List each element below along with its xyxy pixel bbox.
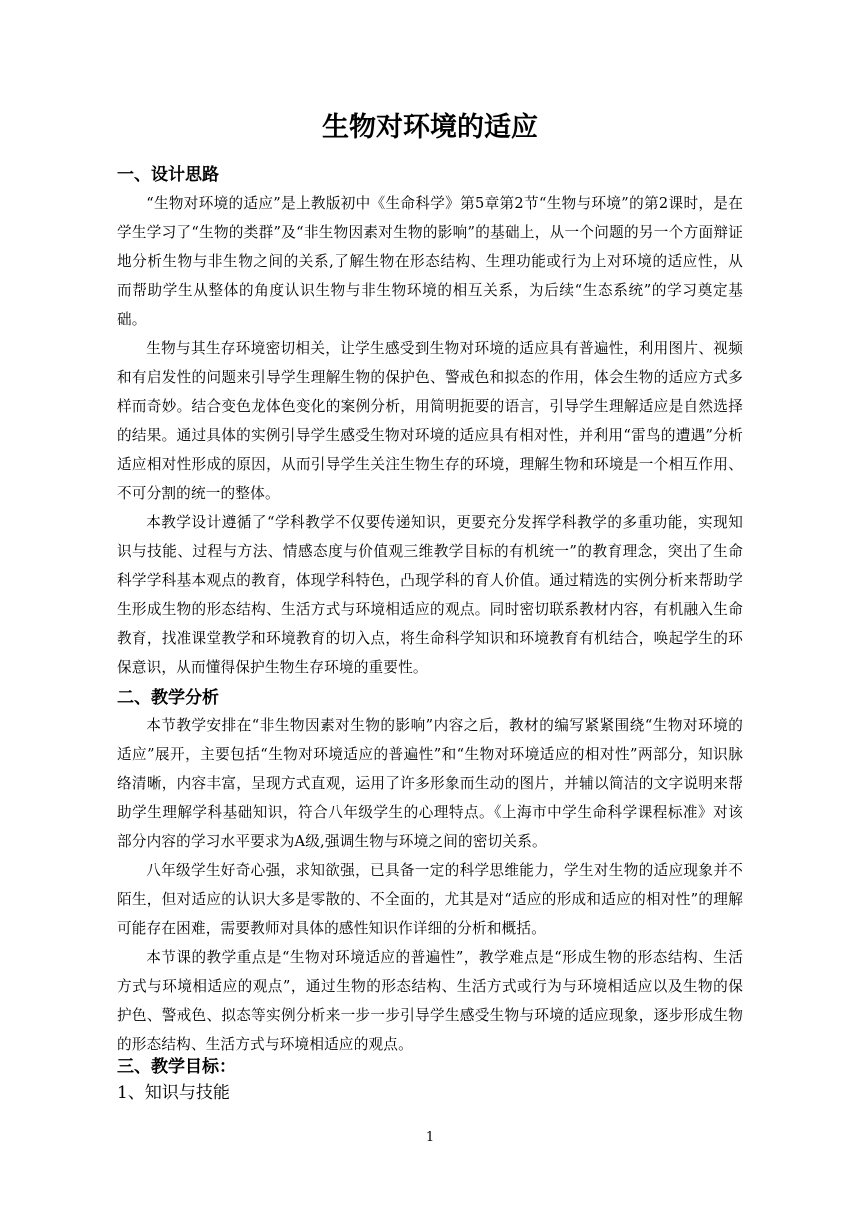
paragraph: 八年级学生好奇心强，求知欲强，已具备一定的科学思维能力，学生对生物的适应现象并不陌生，但对适应的认识大多是零散的、不全面的，尤其是对“适应的形成和适应的相对性”的理解可能存在困难，需要教师对具体的感性知识作详细的分析和概括。	[117, 862, 743, 937]
document-title: 生物对环境的适应	[322, 112, 538, 143]
paragraph: “生物对环境的适应”是上教版初中《生命科学》第5章第2节“生物与环境”的第2课时，是在学生学习了“生物的类群”及“非生物因素对生物的影响”的基础上，从一个问题的另一个方面辩证地分析生物与非生物之间的关系,了解生物在形态结构、生理功能或行为上对环境的适应性，从而帮助学生从整体的角度认识生物与非生物环境的相互关系，为后续“生态系统”的学习奠定基础。	[117, 195, 743, 328]
paragraph: 生物与其生存环境密切相关，让学生感受到生物对环境的适应具有普遍性，利用图片、视频和有启发性的问题来引导学生理解生物的保护色、警戒色和拟态的作用，体会生物的适应方式多样而奇妙。结合变色龙体色变化的案例分析，用简明扼要的语言，引导学生理解适应是自然选择的结果。通过具体的实例引导学生感受生物对环境的适应具有相对性，并利用“雷鸟的遭遇”分析适应相对性形成的原因，从而引导学生关注生物生存的环境，理解生物和环境是一个相互作用、不可分割的统一的整体。	[117, 340, 743, 502]
paragraph: 本节教学安排在“非生物因素对生物的影响”内容之后，教材的编写紧紧围绕“生物对环境的适应”展开，主要包括“生物对环境适应的普遍性”和“生物对环境适应的相对性”两部分，知识脉络清晰，内容丰富，呈现方式直观，运用了许多形象而生动的图片，并辅以简洁的文字说明来帮助学生理解学科基础知识，符合八年级学生的心理特点。《上海市中学生命科学课程标准》对该部分内容的学习水平要求为A级,强调生物与环境之间的密切关系。	[117, 717, 743, 850]
paragraph: 本教学设计遵循了“学科教学不仅要传递知识，更要充分发挥学科教学的多重功能，实现知识与技能、过程与方法、情感态度与价值观三维教学目标的有机统一”的教育理念，突出了生命科学学科基本观点的教育，体现学科特色，凸现学科的育人价值。通过精选的实例分析来帮助学生形成生物的形态结构、生活方式与环境相适应的观点。同时密切联系教材内容，有机融入生命教育，找准课堂教学和环境教育的切入点，将生命科学知识和环境教育有机结合，唤起学生的环保意识，从而懂得保护生物生存环境的重要性。	[117, 514, 743, 676]
section-heading-design: 一、设计思路	[117, 165, 219, 185]
section-heading-analysis: 二、教学分析	[117, 688, 219, 708]
paragraph: 本节课的教学重点是“生物对环境适应的普遍性”，教学难点是“形成生物的形态结构、生活方式与环境相适应的观点”，通过生物的形态结构、生活方式或行为与环境相适应以及生物的保护色、警戒色、拟态等实例分析来一步一步引导学生感受生物与环境的适应现象，逐步形成生物的形态结构、生活方式与环境相适应的观点。	[117, 949, 743, 1053]
section-heading-objectives: 三、教学目标：	[117, 1057, 236, 1077]
page-number: 1	[425, 1130, 435, 1145]
subsection-heading-knowledge: 1、知识与技能	[117, 1083, 230, 1103]
